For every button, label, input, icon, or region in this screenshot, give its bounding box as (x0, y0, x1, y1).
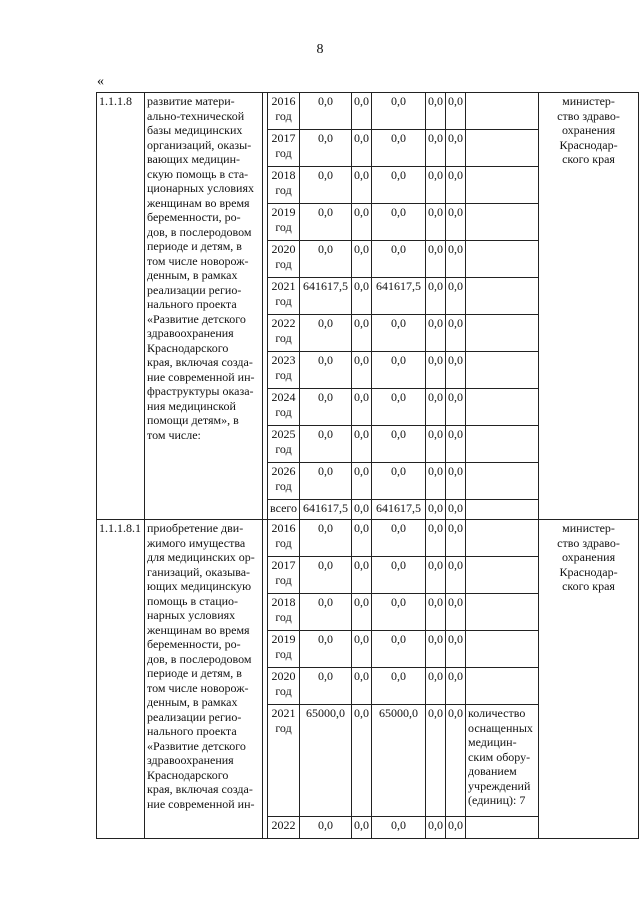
result-cell (466, 557, 539, 594)
local-cell: 0,0 (426, 817, 446, 839)
result-cell (466, 668, 539, 705)
year-cell: 2016 год (268, 520, 300, 557)
regional-cell: 0,0 (372, 520, 426, 557)
total-cell: 0,0 (300, 315, 352, 352)
federal-cell: 0,0 (352, 241, 372, 278)
result-cell (466, 426, 539, 463)
total-cell: 0,0 (300, 241, 352, 278)
regional-cell: 0,0 (372, 631, 426, 668)
result-cell (466, 167, 539, 204)
local-cell: 0,0 (426, 426, 446, 463)
federal-cell: 0,0 (352, 500, 372, 520)
total-cell: 0,0 (300, 817, 352, 839)
local-cell: 0,0 (426, 130, 446, 167)
item-description: приобретение дви- жимого имущества для медицинских ор- ганизаций, оказыва- ющих медицинскую помощь в стацио- нарных условиях женщинам во время беременности, ро- дов, в послеродовом периоде и детям, в том числе новорож- денным, в рамках реализации регио- нального проекта «Развитие детского здравоохранения Краснодарского края, включая созда- ние современной ин- (145, 520, 263, 839)
year-cell: всего (268, 500, 300, 520)
other-cell: 0,0 (446, 705, 466, 817)
total-cell: 0,0 (300, 352, 352, 389)
result-cell (466, 594, 539, 631)
year-cell: 2022 год (268, 315, 300, 352)
local-cell: 0,0 (426, 705, 446, 817)
executor: министер- ство здраво- охранения Краснодар- ского края (539, 520, 639, 839)
other-cell: 0,0 (446, 204, 466, 241)
other-cell: 0,0 (446, 352, 466, 389)
year-cell: 2016 год (268, 93, 300, 130)
other-cell: 0,0 (446, 278, 466, 315)
result-cell (466, 130, 539, 167)
other-cell: 0,0 (446, 817, 466, 839)
federal-cell: 0,0 (352, 352, 372, 389)
federal-cell: 0,0 (352, 130, 372, 167)
local-cell: 0,0 (426, 463, 446, 500)
total-cell: 0,0 (300, 557, 352, 594)
program-table (96, 92, 639, 839)
result-cell (466, 631, 539, 668)
total-cell: 641617,5 (300, 500, 352, 520)
other-cell: 0,0 (446, 130, 466, 167)
total-cell: 641617,5 (300, 278, 352, 315)
total-cell: 0,0 (300, 93, 352, 130)
result-cell (466, 93, 539, 130)
result-cell (466, 463, 539, 500)
year-cell: 2018 год (268, 594, 300, 631)
other-cell: 0,0 (446, 93, 466, 130)
result-cell (466, 352, 539, 389)
federal-cell: 0,0 (352, 817, 372, 839)
total-cell: 0,0 (300, 167, 352, 204)
federal-cell: 0,0 (352, 705, 372, 817)
item-description: развитие матери- ально-технической базы медицинских организаций, оказы- вающих медицин- скую помощь в ста- ционарных условиях женщинам во время беременности, ро- дов, в послеродовом периоде и детям, в том числе новорож- денным, в рамках реализации регио- нального проекта «Развитие детского здравоохранения Краснодарского края, включая созда- ние современной ин- фраструктуры оказа- ния медицинской помощи детям», в том числе: (145, 93, 263, 520)
regional-cell: 0,0 (372, 352, 426, 389)
regional-cell: 0,0 (372, 463, 426, 500)
regional-cell: 0,0 (372, 93, 426, 130)
year-cell: 2020 год (268, 241, 300, 278)
result-cell (466, 241, 539, 278)
federal-cell: 0,0 (352, 426, 372, 463)
year-cell: 2021 год (268, 705, 300, 817)
local-cell: 0,0 (426, 631, 446, 668)
page-number: 8 (316, 42, 324, 57)
year-cell: 2024 год (268, 389, 300, 426)
other-cell: 0,0 (446, 463, 466, 500)
year-cell: 2022 (268, 817, 300, 839)
result-cell (466, 315, 539, 352)
total-cell: 0,0 (300, 204, 352, 241)
item-number: 1.1.1.8 (97, 93, 145, 520)
local-cell: 0,0 (426, 352, 446, 389)
total-cell: 0,0 (300, 668, 352, 705)
total-cell: 0,0 (300, 594, 352, 631)
year-cell: 2019 год (268, 631, 300, 668)
other-cell: 0,0 (446, 631, 466, 668)
federal-cell: 0,0 (352, 668, 372, 705)
regional-cell: 0,0 (372, 167, 426, 204)
regional-cell: 0,0 (372, 315, 426, 352)
total-cell: 0,0 (300, 463, 352, 500)
other-cell: 0,0 (446, 167, 466, 204)
local-cell: 0,0 (426, 500, 446, 520)
other-cell: 0,0 (446, 668, 466, 705)
local-cell: 0,0 (426, 520, 446, 557)
local-cell: 0,0 (426, 167, 446, 204)
federal-cell: 0,0 (352, 557, 372, 594)
other-cell: 0,0 (446, 557, 466, 594)
regional-cell: 0,0 (372, 594, 426, 631)
year-cell: 2025 год (268, 426, 300, 463)
year-cell: 2017 год (268, 130, 300, 167)
federal-cell: 0,0 (352, 204, 372, 241)
total-cell: 0,0 (300, 389, 352, 426)
other-cell: 0,0 (446, 241, 466, 278)
total-cell: 0,0 (300, 426, 352, 463)
year-cell: 2018 год (268, 167, 300, 204)
local-cell: 0,0 (426, 594, 446, 631)
federal-cell: 0,0 (352, 278, 372, 315)
regional-cell: 0,0 (372, 204, 426, 241)
local-cell: 0,0 (426, 315, 446, 352)
federal-cell: 0,0 (352, 315, 372, 352)
open-quote: « (97, 74, 104, 89)
regional-cell: 641617,5 (372, 500, 426, 520)
result-cell (466, 520, 539, 557)
executor: министер- ство здраво- охранения Краснодар- ского края (539, 93, 639, 520)
local-cell: 0,0 (426, 241, 446, 278)
federal-cell: 0,0 (352, 594, 372, 631)
federal-cell: 0,0 (352, 520, 372, 557)
other-cell: 0,0 (446, 426, 466, 463)
total-cell: 0,0 (300, 520, 352, 557)
federal-cell: 0,0 (352, 93, 372, 130)
other-cell: 0,0 (446, 520, 466, 557)
regional-cell: 0,0 (372, 130, 426, 167)
local-cell: 0,0 (426, 278, 446, 315)
regional-cell: 641617,5 (372, 278, 426, 315)
federal-cell: 0,0 (352, 389, 372, 426)
other-cell: 0,0 (446, 594, 466, 631)
other-cell: 0,0 (446, 500, 466, 520)
other-cell: 0,0 (446, 315, 466, 352)
regional-cell: 65000,0 (372, 705, 426, 817)
federal-cell: 0,0 (352, 631, 372, 668)
total-cell: 65000,0 (300, 705, 352, 817)
regional-cell: 0,0 (372, 817, 426, 839)
regional-cell: 0,0 (372, 389, 426, 426)
local-cell: 0,0 (426, 204, 446, 241)
year-cell: 2023 год (268, 352, 300, 389)
regional-cell: 0,0 (372, 241, 426, 278)
year-cell: 2026 год (268, 463, 300, 500)
regional-cell: 0,0 (372, 557, 426, 594)
federal-cell: 0,0 (352, 463, 372, 500)
local-cell: 0,0 (426, 389, 446, 426)
total-cell: 0,0 (300, 130, 352, 167)
year-cell: 2017 год (268, 557, 300, 594)
total-cell: 0,0 (300, 631, 352, 668)
local-cell: 0,0 (426, 557, 446, 594)
local-cell: 0,0 (426, 93, 446, 130)
table-row (97, 520, 639, 557)
result-cell (466, 389, 539, 426)
regional-cell: 0,0 (372, 426, 426, 463)
regional-cell: 0,0 (372, 668, 426, 705)
result-cell (466, 500, 539, 520)
result-cell (466, 817, 539, 839)
table-row (97, 93, 639, 130)
other-cell: 0,0 (446, 389, 466, 426)
year-cell: 2021 год (268, 278, 300, 315)
result-cell (466, 204, 539, 241)
result-cell (466, 278, 539, 315)
item-number: 1.1.1.8.1 (97, 520, 145, 839)
year-cell: 2019 год (268, 204, 300, 241)
local-cell: 0,0 (426, 668, 446, 705)
year-cell: 2020 год (268, 668, 300, 705)
result-cell: количество оснащенных медицин- ским обору- дованием учреждений (единиц): 7 (466, 705, 539, 817)
federal-cell: 0,0 (352, 167, 372, 204)
